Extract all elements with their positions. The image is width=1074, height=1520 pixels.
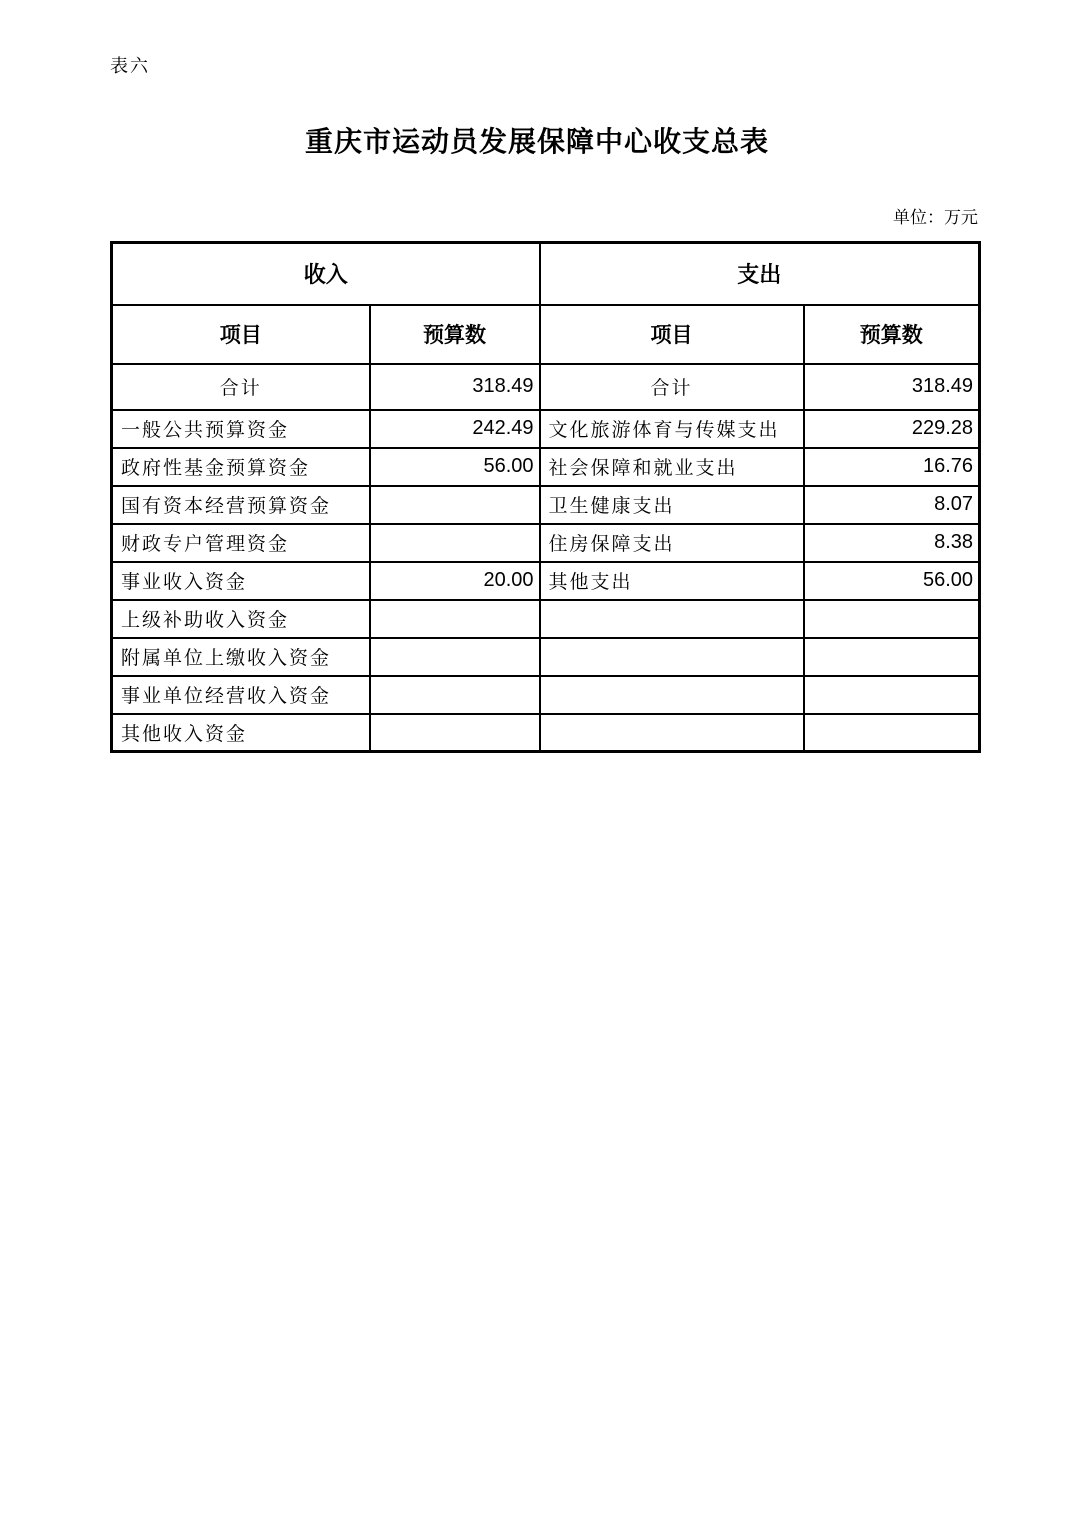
page-title: 重庆市运动员发展保障中心收支总表 bbox=[304, 127, 769, 158]
expense-item-column-header: 项目 bbox=[540, 305, 804, 364]
income-value-cell bbox=[370, 638, 540, 676]
income-item-column-header: 项目 bbox=[112, 305, 370, 364]
table-row bbox=[112, 714, 980, 752]
table-row bbox=[112, 410, 980, 448]
expense-value-cell: 318.49 bbox=[804, 364, 980, 410]
income-item-cell: 国有资本经营预算资金 bbox=[112, 486, 370, 524]
expense-value-cell bbox=[804, 600, 980, 638]
income-item-cell: 上级补助收入资金 bbox=[112, 600, 370, 638]
income-value-cell: 318.49 bbox=[370, 364, 540, 410]
income-value-cell bbox=[370, 600, 540, 638]
income-value-cell bbox=[370, 524, 540, 562]
expense-value-cell: 56.00 bbox=[804, 562, 980, 600]
income-value-cell: 20.00 bbox=[370, 562, 540, 600]
table-row bbox=[112, 600, 980, 638]
expense-item-cell: 其他支出 bbox=[540, 562, 804, 600]
table-row bbox=[112, 524, 980, 562]
table-body bbox=[112, 364, 980, 752]
table-row bbox=[112, 364, 980, 410]
expense-item-cell bbox=[540, 714, 804, 752]
income-value-cell bbox=[370, 486, 540, 524]
expense-budget-column-header: 预算数 bbox=[804, 305, 980, 364]
unit-note: 单位：万元 bbox=[893, 208, 978, 227]
income-item-cell: 其他收入资金 bbox=[112, 714, 370, 752]
expense-value-cell: 8.38 bbox=[804, 524, 980, 562]
income-value-cell: 242.49 bbox=[370, 410, 540, 448]
income-item-cell: 附属单位上缴收入资金 bbox=[112, 638, 370, 676]
expense-group-header: 支出 bbox=[540, 243, 980, 305]
income-value-cell: 56.00 bbox=[370, 448, 540, 486]
income-item-cell: 事业收入资金 bbox=[112, 562, 370, 600]
expense-item-cell: 社会保障和就业支出 bbox=[540, 448, 804, 486]
expense-value-cell: 16.76 bbox=[804, 448, 980, 486]
expense-value-cell: 8.07 bbox=[804, 486, 980, 524]
sheet-label: 表六 bbox=[110, 56, 150, 76]
table-row bbox=[112, 562, 980, 600]
income-item-cell: 事业单位经营收入资金 bbox=[112, 676, 370, 714]
income-item-cell: 财政专户管理资金 bbox=[112, 524, 370, 562]
column-header-row bbox=[112, 305, 980, 364]
table-header bbox=[112, 243, 980, 364]
expense-item-cell: 住房保障支出 bbox=[540, 524, 804, 562]
income-item-cell: 政府性基金预算资金 bbox=[112, 448, 370, 486]
income-group-header: 收入 bbox=[112, 243, 540, 305]
group-header-row bbox=[112, 243, 980, 305]
table-row bbox=[112, 486, 980, 524]
expense-value-cell: 229.28 bbox=[804, 410, 980, 448]
table-row bbox=[112, 676, 980, 714]
expense-item-cell: 卫生健康支出 bbox=[540, 486, 804, 524]
expense-item-cell bbox=[540, 676, 804, 714]
income-value-cell bbox=[370, 676, 540, 714]
income-value-cell bbox=[370, 714, 540, 752]
income-item-cell: 合计 bbox=[112, 364, 370, 410]
table-row bbox=[112, 448, 980, 486]
table-row bbox=[112, 638, 980, 676]
expense-item-cell bbox=[540, 600, 804, 638]
budget-summary-table bbox=[110, 241, 981, 753]
expense-item-cell bbox=[540, 638, 804, 676]
income-budget-column-header: 预算数 bbox=[370, 305, 540, 364]
expense-value-cell bbox=[804, 714, 980, 752]
income-item-cell: 一般公共预算资金 bbox=[112, 410, 370, 448]
expense-item-cell: 合计 bbox=[540, 364, 804, 410]
expense-value-cell bbox=[804, 676, 980, 714]
expense-value-cell bbox=[804, 638, 980, 676]
expense-item-cell: 文化旅游体育与传媒支出 bbox=[540, 410, 804, 448]
